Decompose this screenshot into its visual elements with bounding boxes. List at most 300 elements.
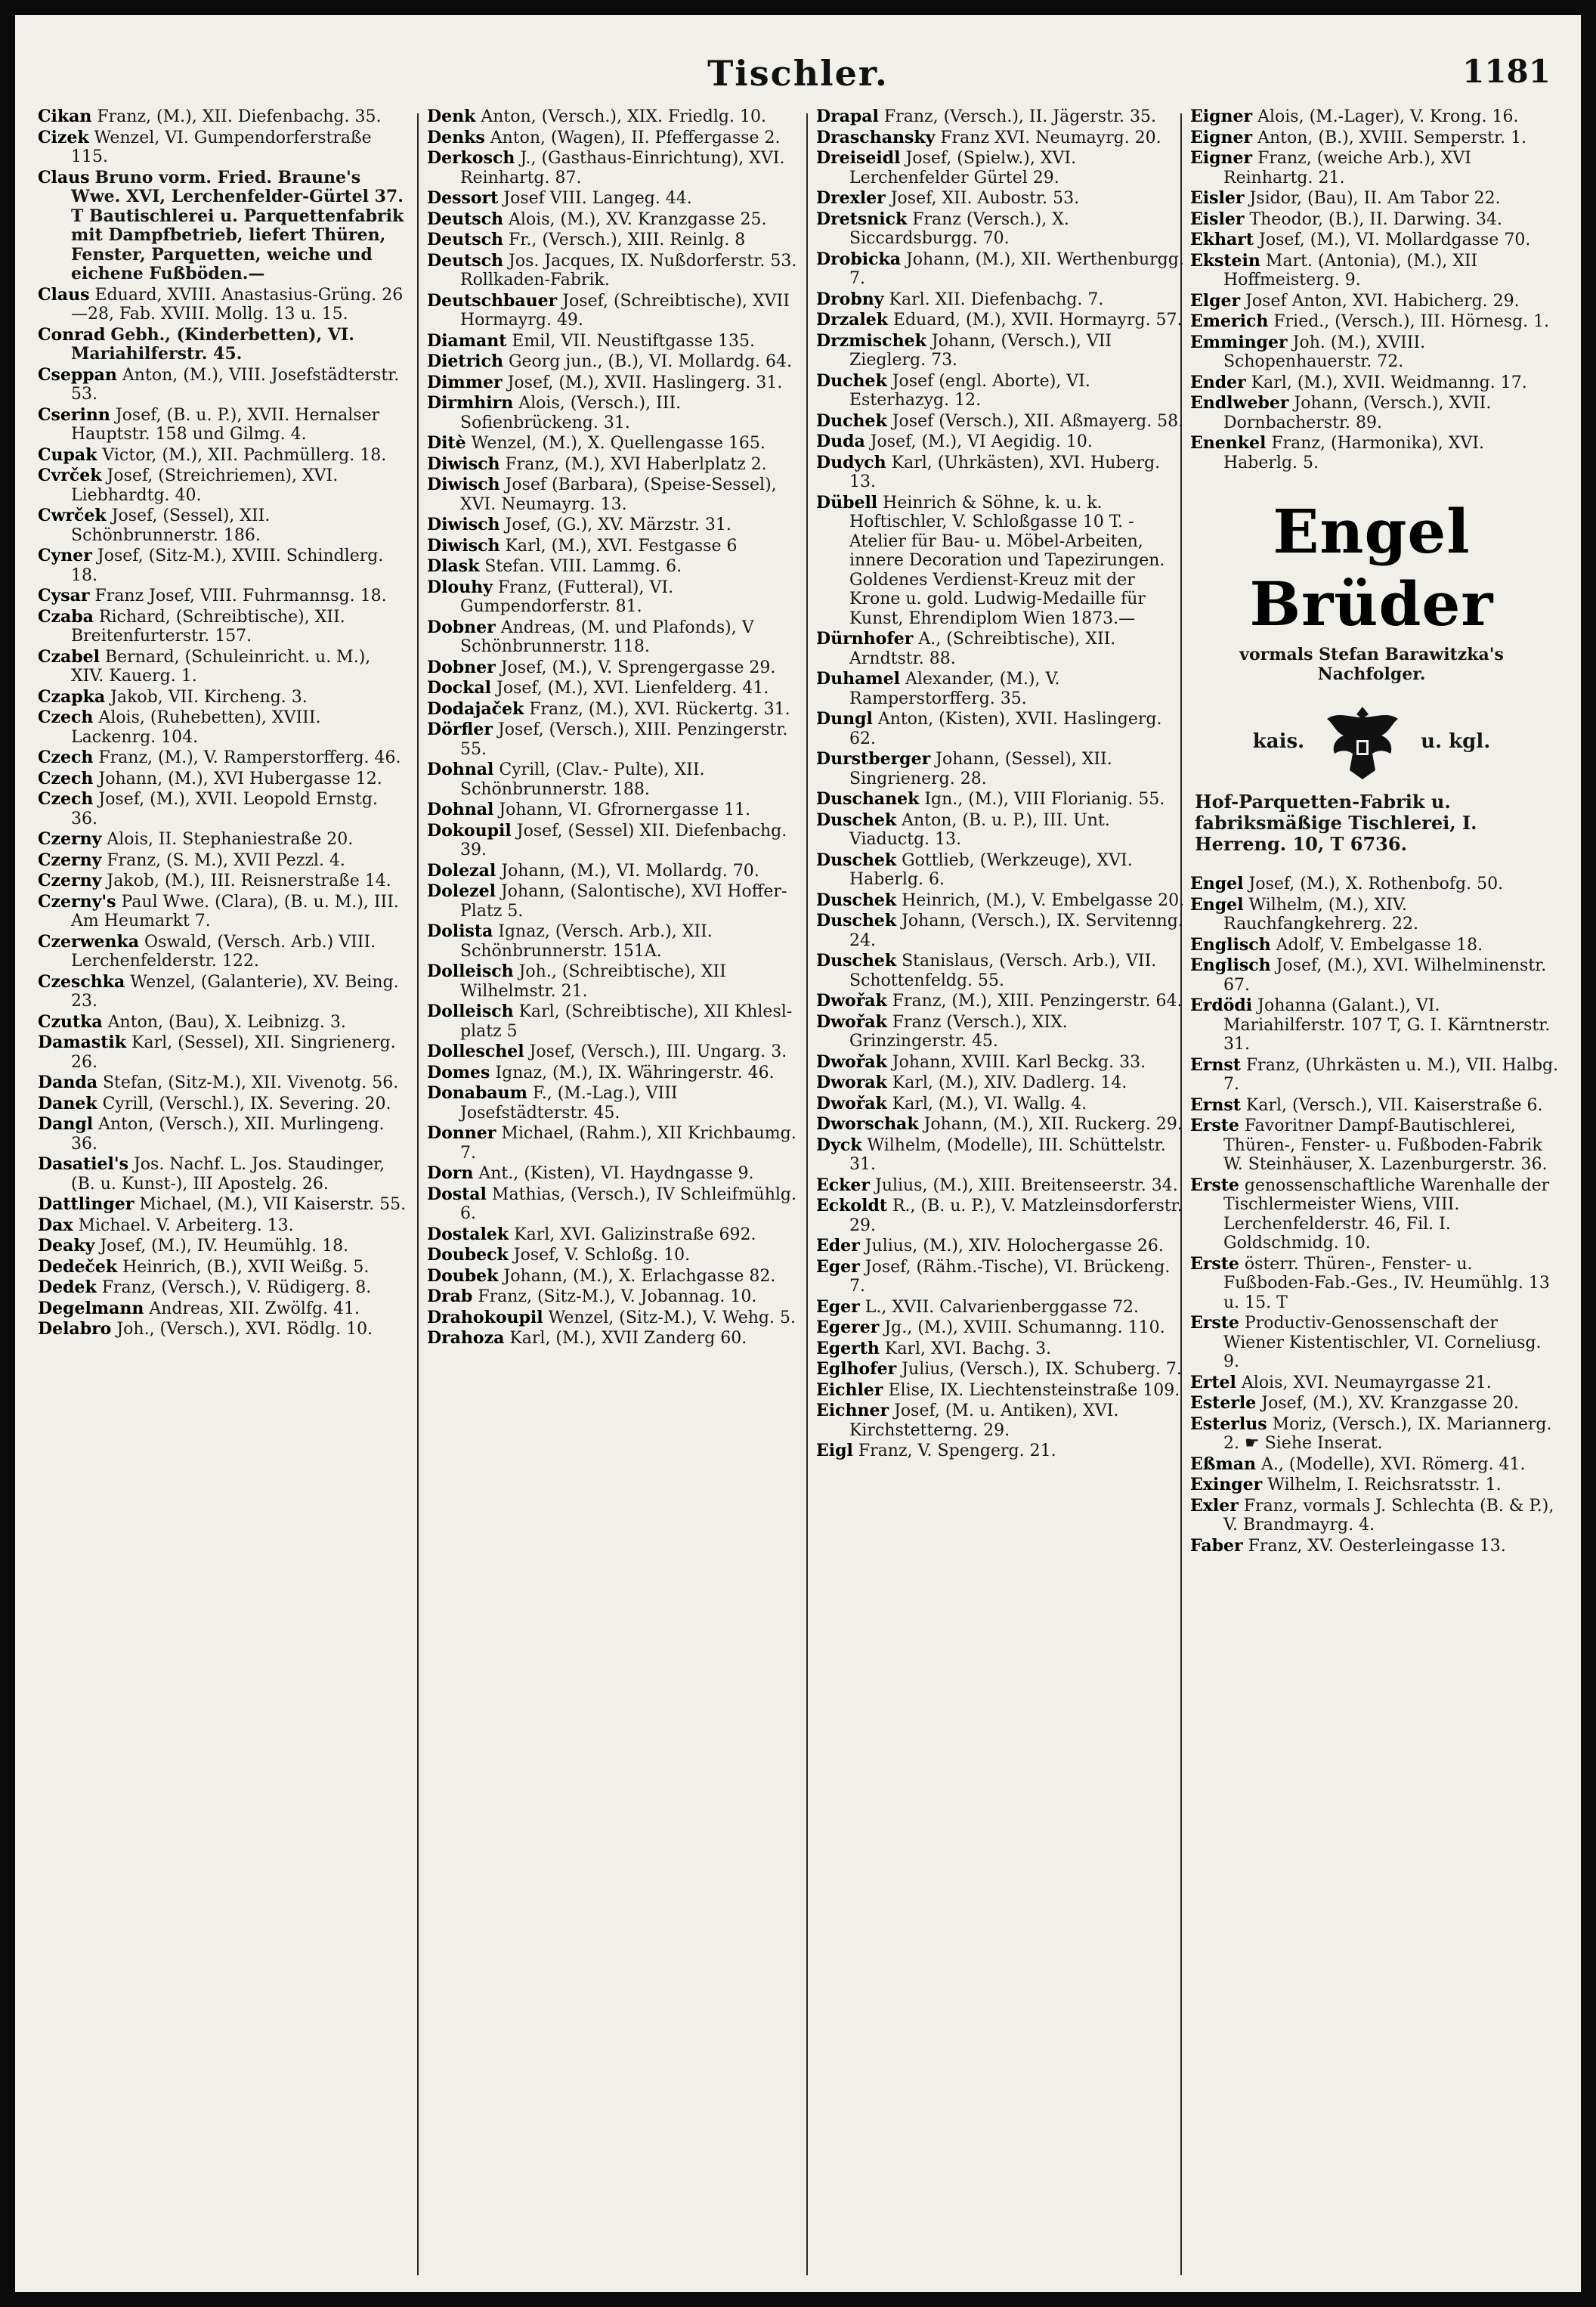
entry-name: Esterlus — [1190, 1414, 1267, 1434]
entry-details: Karl, (Versch.), VII. Kaiserstraße 6. — [1245, 1095, 1543, 1115]
directory-entry — [816, 851, 1186, 890]
directory-entry — [1190, 1314, 1560, 1372]
entry-details: Karl, (Schreibtische), XII Khleslplatz 5 — [460, 1002, 793, 1041]
directory-entry — [1190, 1373, 1560, 1393]
entry-details: Alois, XVI. Neumayrgasse 21. — [1241, 1373, 1492, 1392]
entry-name: Dwořak — [816, 1051, 887, 1072]
entry-name: Englisch — [1190, 955, 1271, 975]
directory-entry — [816, 210, 1186, 249]
directory-entry — [427, 1002, 797, 1041]
entry-details: Gottlieb, (Werkzeuge), XVI. Haberlg. 6. — [849, 850, 1133, 889]
entry-name: Czech — [38, 748, 94, 767]
entry-details: Emil, VII. Neustiftgasse 135. — [512, 331, 755, 351]
entry-details: Josef, (Versch.), XIII. Penzingerstr. 55. — [460, 720, 788, 759]
entry-name: Eger — [816, 1296, 860, 1317]
directory-entry — [38, 1155, 408, 1194]
entry-name: Czech — [38, 708, 94, 727]
directory-entry — [427, 1042, 797, 1062]
entry-details: Franz, (Versch.), II. Jägerstr. 35. — [883, 107, 1157, 126]
entry-name: Eigner — [1190, 127, 1253, 147]
directory-entry — [38, 648, 408, 686]
directory-entry — [38, 1013, 408, 1033]
entry-details: Anton, (Kisten), XVII. Haslingerg. 62. — [849, 710, 1162, 748]
entry-details: Anton, (B. u. P.), III. Unt. Viaductg. 13. — [849, 810, 1110, 849]
entry-details: Franz, (Uhrkästen u. M.), VII. Halbg. 7. — [1223, 1055, 1559, 1094]
directory-entry — [38, 466, 408, 505]
entry-details: Moriz, (Versch.), IX. Mariannerg. 2. ☛ Siehe Inserat. — [1223, 1414, 1552, 1453]
entry-name: Dedeček — [38, 1256, 118, 1277]
entry-details: Franz, XV. Oesterleingasse 13. — [1248, 1536, 1506, 1556]
directory-entry — [38, 1115, 408, 1154]
entry-name: Endlweber — [1190, 393, 1289, 413]
directory-entry — [38, 1033, 408, 1072]
entry-details: Karl, (M.), XVI. Festgasse 6 — [505, 536, 738, 556]
entry-name: Czerny — [38, 871, 102, 890]
directory-entry — [38, 1237, 408, 1256]
entry-details: Franz, (M.), XII. Diefenbachg. 35. — [97, 107, 382, 126]
entry-details: Josef, (Sessel) XII. Diefenbachg. 39. — [460, 821, 787, 859]
directory-entry — [1190, 373, 1560, 393]
entry-name: Dirmhirn — [427, 393, 514, 413]
entry-name: Dolleisch — [427, 962, 514, 981]
directory-entry — [816, 750, 1186, 788]
entry-name: Duchek — [816, 410, 887, 431]
entry-details: Karl, (Uhrkästen), XVI. Huberg. 13. — [849, 453, 1161, 491]
directory-entry — [427, 1084, 797, 1123]
directory-entry — [816, 1381, 1186, 1401]
directory-entry — [427, 862, 797, 881]
entry-name: Deutsch — [427, 209, 504, 229]
entry-name: Drahoza — [427, 1328, 505, 1348]
entry-name: Diwisch — [427, 475, 500, 494]
entry-details: Josef, (G.), XV. Märzstr. 31. — [505, 516, 732, 534]
entry-details: Jakob, VII. Kircheng. 3. — [110, 687, 308, 707]
entry-details: Johann, (Versch.), VII Zieglerg. 73. — [849, 331, 1112, 370]
entry-name: Delabro — [38, 1319, 112, 1339]
entry-details: Jakob, (M.), III. Reisnerstraße 14. — [107, 872, 391, 890]
entry-details: Josef, (M. u. Antiken), XVI. Kirchstetterng. 29. — [849, 1401, 1119, 1440]
directory-entry — [38, 708, 408, 747]
column-4-entries-top — [1190, 107, 1560, 472]
directory-entry — [427, 822, 797, 860]
entry-name: Cserinn — [38, 404, 110, 425]
directory-entry — [816, 1237, 1186, 1256]
entry-details: Franz, (S. M.), XVII Pezzl. 4. — [107, 850, 345, 870]
page-header — [15, 53, 1581, 106]
entry-name: Czerny — [38, 829, 102, 849]
entry-details: Eduard, XVIII. Anastasius-Grüng. 26—28, Fab. XVIII. Mollg. 13 u. 15. — [71, 285, 404, 324]
entry-name: Dlouhy — [427, 577, 493, 597]
directory-entry — [1190, 1056, 1560, 1095]
entry-details: Gebh., (Kinderbetten), VI. Mariahilferstr. 45. — [71, 324, 354, 364]
directory-entry — [427, 800, 797, 820]
directory-entry — [816, 311, 1186, 330]
entry-name: Czaba — [38, 606, 94, 627]
directory-entry — [38, 688, 408, 708]
entry-details: Josef, (Sitz-M.), XVIII. Schindlerg. 18. — [71, 547, 384, 585]
directory-entry — [1190, 312, 1560, 332]
directory-entry — [1190, 252, 1560, 290]
entry-name: Drobicka — [816, 249, 901, 269]
directory-entry — [427, 1064, 797, 1083]
entry-details: Joh., (Versch.), XVI. Rödlg. 10. — [116, 1320, 373, 1339]
entry-details: Anton, (Versch.), XII. Murlingeng. 36. — [71, 1115, 385, 1154]
directory-entry — [1190, 394, 1560, 432]
entry-name: Eisler — [1190, 188, 1245, 208]
entry-details: Karl, (M.), XVII Zanderg 60. — [509, 1329, 747, 1348]
entry-details: Joh., (Schreibtische), XII Wilhelmstr. 21. — [460, 962, 726, 1001]
entry-details: Julius, (Versch.), IX. Schuberg. 7. — [902, 1360, 1182, 1379]
entry-details: Johann, (Salontische), XVI Hoffer-Platz 5. — [460, 882, 787, 921]
entry-name: Engel — [1190, 894, 1244, 915]
directory-entry — [427, 475, 797, 514]
entry-details: Franz, (M.), XVI Haberlplatz 2. — [505, 454, 767, 474]
directory-entry — [816, 710, 1186, 748]
directory-entry — [427, 578, 797, 617]
entry-name: Dodajaček — [427, 698, 524, 719]
entry-details: Favoritner Dampf-Bautischlerei, Thüren-, Fenster- u. Fußboden-Fabrik W. Steinhäuser, X. Lazenburgerstr. 36. — [1223, 1116, 1548, 1174]
entry-name: Dudych — [816, 452, 886, 472]
entry-name: Eigner — [1190, 107, 1253, 126]
directory-entry — [1190, 1497, 1560, 1535]
entry-details: Richard, (Schreibtische), XII. Breitenfurterstr. 157. — [71, 607, 345, 646]
entry-name: Duschek — [816, 850, 897, 870]
entry-name: Ernst — [1190, 1054, 1241, 1075]
entry-name: Ecker — [816, 1175, 870, 1195]
directory-entry — [427, 210, 797, 230]
entry-name: Eder — [816, 1236, 860, 1256]
directory-entry — [816, 992, 1186, 1011]
entry-name: Duschek — [816, 951, 897, 971]
entry-details: Franz (Versch.), X. Siccardsburgg. 70. — [849, 209, 1069, 248]
directory-entry — [427, 760, 797, 799]
entry-name: Dobner — [427, 617, 496, 637]
entry-name: Ender — [1190, 372, 1246, 392]
directory-column-3 — [816, 107, 1186, 2284]
entry-name: Dolista — [427, 921, 493, 941]
directory-entry — [38, 1195, 408, 1215]
directory-entry — [427, 1246, 797, 1265]
entry-details: Anton, (M.), VIII. Josefstädterstr. 53. — [71, 365, 400, 404]
entry-name: Dangl — [38, 1114, 94, 1134]
directory-entry — [427, 1287, 797, 1307]
entry-details: Heinrich, (M.), V. Embelgasse 20. — [902, 890, 1185, 910]
entry-details: Franz Josef, VIII. Fuhrmannsg. 18. — [94, 587, 387, 605]
directory-entry — [38, 872, 408, 891]
directory-entry — [1190, 896, 1560, 934]
entry-name: Cupak — [38, 444, 97, 465]
directory-entry — [816, 129, 1186, 148]
entry-name: Claus — [38, 167, 90, 187]
entry-name: Deutsch — [427, 230, 504, 249]
entry-name: Doubek — [427, 1265, 499, 1286]
entry-details: Michael, (M.), VII Kaiserstr. 55. — [139, 1195, 407, 1214]
entry-details: Wilhelm, (M.), XIV. Rauchfangkehrerg. 22. — [1223, 895, 1418, 934]
entry-details: Johann, (M.), X. Erlachgasse 82. — [503, 1266, 776, 1286]
entry-name: Dorn — [427, 1163, 474, 1183]
directory-entry — [38, 286, 408, 324]
entry-details: Franz, (Sitz-M.), V. Jobannag. 10. — [478, 1287, 757, 1306]
directory-entry — [816, 454, 1186, 492]
directory-entry — [1190, 1537, 1560, 1556]
entry-name: Dwořak — [816, 991, 887, 1011]
entry-details: Eduard, (M.), XVII. Hormayrg. 57. — [893, 311, 1183, 330]
entry-name: Derkosch — [427, 148, 515, 168]
entry-details: L., XVII. Calvarienberggasse 72. — [865, 1297, 1140, 1317]
entry-name: Dolezal — [427, 860, 496, 881]
entry-details: Productiv-Genossenschaft der Wiener Kistentischler, VI. Corneliusg. 9. — [1223, 1314, 1542, 1371]
entry-details: Mart. (Antonia), (M.), XII Hoffmeisterg. 9. — [1223, 251, 1478, 290]
entry-details: Jos. Nachf. L. Jos. Staudinger, (B. u. Kunst-), III Apostelg. 26. — [71, 1155, 385, 1194]
column-divider — [417, 113, 419, 2275]
entry-details: Adolf, V. Embelgasse 18. — [1276, 935, 1483, 955]
directory-entry — [1190, 956, 1560, 995]
entry-name: Eglhofer — [816, 1359, 897, 1379]
entry-details: Johann, (M.), XVI Hubergasse 12. — [98, 769, 382, 788]
directory-entry — [38, 1095, 408, 1114]
directory-entry — [427, 373, 797, 393]
directory-column-2 — [427, 107, 797, 2284]
entry-name: Denk — [427, 107, 476, 126]
entry-name: Diwisch — [427, 515, 500, 534]
directory-entry — [1190, 1415, 1560, 1454]
entry-details: Franz, (weiche Arb.), XVI Reinhartg. 21. — [1223, 149, 1471, 187]
directory-entry — [1190, 149, 1560, 187]
entry-details: Bruno vorm. Fried. Braune's Wwe. XVI, Lerchenfelder-Gürtel 37. T Bautischlerei u. Parquettenfabrik mit Dampfbetrieb, liefert Thüren, Fenster, Parquetten, weiche und eichene Fußböden.— — [71, 167, 404, 283]
entry-name: Eigl — [816, 1441, 853, 1460]
directory-entry — [816, 1053, 1186, 1073]
entry-details: Jsidor, (Bau), II. Am Tabor 22. — [1249, 189, 1501, 208]
entry-name: Dolezel — [427, 881, 496, 901]
entry-details: Alois, (M.), XV. Kranzgasse 25. — [509, 209, 767, 229]
entry-name: Degelmann — [38, 1298, 144, 1318]
entry-name: Czeschka — [38, 971, 125, 992]
directory-entry — [1190, 1255, 1560, 1313]
entry-name: Claus — [38, 284, 90, 305]
entry-name: Conrad — [38, 324, 106, 345]
entry-details: Franz, (M.), V. Ramperstorfferg. 46. — [98, 748, 401, 767]
directory-entry — [427, 394, 797, 432]
entry-details: Heinrich & Söhne, k. u. k. Hoftischler, V. Schloßgasse 10 T. -Atelier für Bau- u. Möbel-Arbeiten, innere Decoration und Tapezirungen. Goldenes Verdienst-Kreuz mit der Krone u. gold. Ludwig-Medaille für Kunst, Ehrendiplom Wien 1873.— — [849, 493, 1165, 628]
entry-details: J., (Gasthaus-Einrichtung), XVI. Reinhartg. 87. — [460, 149, 785, 187]
entry-details: Bernard, (Schuleinricht. u. M.), XIV. Kauerg. 1. — [71, 647, 371, 686]
entry-name: Exler — [1190, 1495, 1239, 1516]
directory-entry — [1190, 1394, 1560, 1414]
directory-entry — [38, 790, 408, 828]
directory-entry — [38, 748, 408, 768]
entry-details: Fried., (Versch.), III. Hörnesg. 1. — [1273, 312, 1550, 331]
entry-details: Josef, (M.), VI Aegidig. 10. — [870, 432, 1093, 451]
directory-entry — [816, 1176, 1186, 1196]
directory-entry — [1190, 292, 1560, 311]
directory-entry — [38, 506, 408, 545]
directory-entry — [816, 250, 1186, 289]
entry-details: Josef, (Sessel), XII. Schönbrunnerstr. 186. — [71, 506, 271, 545]
directory-entry — [427, 882, 797, 921]
entry-name: Ernst — [1190, 1095, 1241, 1115]
entry-name: Enenkel — [1190, 433, 1267, 453]
directory-entry — [427, 658, 797, 678]
entry-details: Josef, (Versch.), III. Ungarg. 3. — [529, 1042, 787, 1061]
entry-details: Wenzel, (Sitz-M.), V. Wehg. 5. — [548, 1308, 796, 1327]
entry-details: Ign., (M.), VIII Florianig. 55. — [924, 790, 1165, 809]
directory-entry — [816, 1318, 1186, 1338]
directory-entry — [816, 107, 1186, 127]
entry-details: Johann, (Versch.), XVII. Dornbacherstr. 89. — [1223, 394, 1492, 432]
entry-details: Franz, (M.), XIII. Penzingerstr. 64. — [892, 992, 1183, 1011]
entry-name: Cizek — [38, 127, 89, 147]
ad-left-label: kais. — [1252, 730, 1305, 754]
entry-details: Karl, (M.), VI. Wallg. 4. — [892, 1094, 1087, 1113]
entry-details: Karl, XVI. Bachg. 3. — [884, 1339, 1052, 1358]
entry-details: Paul Wwe. (Clara), (B. u. M.), III. Am Heumarkt 7. — [71, 892, 399, 931]
directory-entry — [427, 618, 797, 657]
column-divider — [806, 113, 808, 2275]
directory-entry — [38, 851, 408, 871]
directory-entry — [816, 1136, 1186, 1175]
entry-details: Cyrill, (Verschl.), IX. Severing. 20. — [102, 1094, 391, 1113]
entry-details: Wilhelm, I. Reichsratsstr. 1. — [1267, 1476, 1502, 1494]
entry-name: Deutsch — [427, 250, 504, 271]
entry-name: Erste — [1190, 1313, 1239, 1333]
entry-name: Duschanek — [816, 789, 920, 809]
directory-entry — [427, 679, 797, 698]
entry-details: Jg., (M.), XVIII. Schumanng. 110. — [884, 1318, 1165, 1337]
entry-name: Cwrček — [38, 506, 107, 525]
entry-name: Dübell — [816, 492, 878, 512]
directory-entry — [38, 770, 408, 789]
entry-details: Julius, (M.), XIII. Breitenseerstr. 34. — [875, 1175, 1178, 1195]
entry-details: Stefan. VIII. Lammg. 6. — [484, 557, 682, 576]
entry-details: Johann, (M.), XII. Ruckerg. 29. — [923, 1115, 1183, 1134]
entry-name: Doubeck — [427, 1245, 509, 1265]
entry-name: Diwisch — [427, 535, 500, 556]
entry-details: Jos. Jacques, IX. Nußdorferstr. 53. Rollkaden-Fabrik. — [460, 251, 797, 290]
entry-name: Dasatiel's — [38, 1154, 128, 1174]
directory-entry — [38, 107, 408, 127]
directory-entry — [816, 1339, 1186, 1359]
entry-name: Drapal — [816, 107, 879, 126]
page-number: 1181 — [1462, 53, 1551, 90]
directory-entry — [1190, 936, 1560, 955]
directory-entry — [427, 1185, 797, 1224]
directory-column-4 — [1190, 107, 1560, 2284]
entry-details: R., (B. u. P.), V. Matzleinsdorferstr. 29. — [849, 1197, 1183, 1235]
entry-details: Michael, (Rahm.), XII Krichbaumg. 7. — [460, 1124, 796, 1163]
directory-entry — [427, 700, 797, 720]
directory-entry — [816, 412, 1186, 432]
entry-name: Dokoupil — [427, 820, 512, 841]
entry-name: Eckoldt — [816, 1196, 887, 1215]
directory-entry — [38, 129, 408, 167]
directory-entry — [427, 1329, 797, 1349]
entry-name: Emerich — [1190, 311, 1269, 331]
entry-name: Erste — [1190, 1253, 1239, 1274]
entry-name: Engel — [1190, 874, 1244, 893]
entry-details: Josef, (M.), XVI. Wilhelminenstr. 67. — [1223, 956, 1547, 995]
directory-entry — [816, 670, 1186, 708]
directory-entry — [427, 189, 797, 209]
entry-name: Egerer — [816, 1318, 880, 1337]
entry-name: Drzmischek — [816, 330, 926, 351]
entry-details: Anton, (B.), XVIII. Semperstr. 1. — [1257, 128, 1527, 147]
directory-entry — [427, 557, 797, 577]
directory-entry — [38, 1320, 408, 1339]
entry-details: A., (Schreibtische), XII. Arndtstr. 88. — [849, 630, 1116, 668]
entry-name: Erste — [1190, 1116, 1239, 1135]
entry-name: Czabel — [38, 646, 100, 667]
directory-entry — [816, 891, 1186, 911]
entry-details: Stanislaus, (Versch. Arb.), VII. Schottenfeldg. 55. — [849, 952, 1157, 990]
directory-entry — [816, 1073, 1186, 1093]
entry-details: Josef, (Spielw.), XVI. Lerchenfelder Gürtel 29. — [849, 149, 1077, 187]
entry-name: Dolleisch — [427, 1002, 514, 1021]
directory-entry — [38, 830, 408, 850]
directory-entry — [38, 547, 408, 585]
entry-name: Egerth — [816, 1338, 880, 1358]
entry-details: Michael. V. Arbeiterg. 13. — [78, 1215, 294, 1235]
directory-entry — [816, 149, 1186, 187]
directory-entry — [816, 1298, 1186, 1318]
entry-name: Ertel — [1190, 1372, 1236, 1392]
ad-title: Engel Brüder — [1249, 496, 1494, 639]
entry-details: Karl. XII. Diefenbachg. 7. — [889, 290, 1104, 309]
entry-name: Cysar — [38, 586, 90, 605]
directory-entry — [816, 630, 1186, 668]
entry-name: Eisler — [1190, 209, 1245, 229]
entry-details: Josef, (Streichriemen), XVI. Liebhardtg. 40. — [71, 466, 339, 505]
entry-details: Cyrill, (Clav.- Pulte), XII. Schönbrunnerstr. 188. — [460, 760, 705, 799]
entry-name: Diamant — [427, 330, 507, 351]
entry-details: Alois, (Ruhebetten), XVIII. Lackenrg. 104. — [71, 708, 321, 747]
entry-name: Dwořak — [816, 1011, 887, 1032]
entry-details: Theodor, (B.), II. Darwing. 34. — [1249, 209, 1503, 229]
directory-entry — [427, 1124, 797, 1163]
directory-entry — [427, 434, 797, 454]
directory-entry — [1190, 210, 1560, 230]
entry-details: Anton, (Wagen), II. Pfeffergasse 2. — [490, 128, 781, 147]
entry-details: Elise, IX. Liechtensteinstraße 109. — [888, 1380, 1180, 1400]
entry-name: Exinger — [1190, 1475, 1263, 1494]
entry-details: Karl, (Sessel), XII. Singrienerg. 26. — [71, 1033, 396, 1072]
entry-name: Czerny's — [38, 891, 116, 912]
directory-entry — [816, 290, 1186, 310]
entry-name: Drab — [427, 1287, 473, 1306]
directory-entry — [816, 1441, 1186, 1461]
entry-name: Czapka — [38, 686, 106, 707]
entry-name: Dedek — [38, 1277, 97, 1297]
directory-entry — [427, 537, 797, 556]
directory-entry — [816, 1258, 1186, 1296]
directory-entry — [38, 1299, 408, 1319]
entry-details: A., (Modelle), XVI. Römerg. 41. — [1261, 1454, 1526, 1474]
directory-entry — [1190, 1176, 1560, 1253]
entry-name: Emminger — [1190, 332, 1288, 352]
advertisement — [1190, 495, 1553, 855]
entry-details: Franz XVI. Neumayrg. 20. — [940, 128, 1161, 147]
entry-name: Domes — [427, 1062, 490, 1082]
entry-name: Danek — [38, 1093, 97, 1113]
directory-entry — [427, 149, 797, 187]
directory-entry — [427, 129, 797, 148]
entry-details: Josef, (M.), V. Sprengergasse 29. — [500, 658, 776, 677]
entry-name: Deaky — [38, 1236, 95, 1256]
directory-entry — [816, 332, 1186, 370]
entry-name: Dimmer — [427, 372, 503, 392]
directory-entry — [427, 922, 797, 961]
directory-page — [15, 15, 1581, 2292]
entry-details: Johann, (Versch.), IX. Servitenng. 24. — [849, 912, 1183, 950]
